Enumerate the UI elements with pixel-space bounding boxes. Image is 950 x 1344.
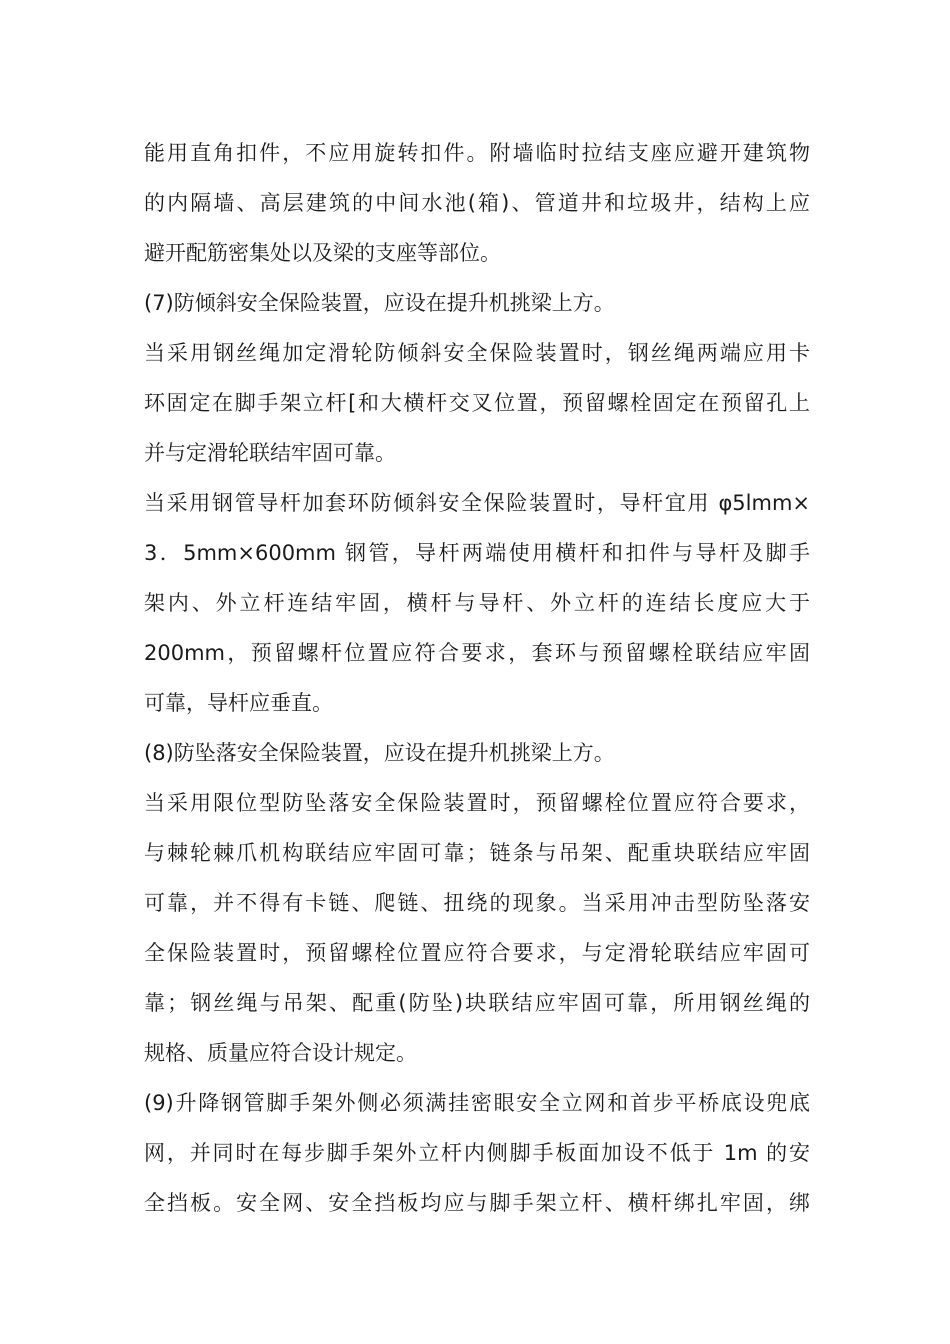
text-line: 避开配筋密集处以及梁的支座等部位。 [144,241,501,265]
text-line: 全保险装置时，预留螺栓位置应符合要求，与定滑轮联结应牢固可 [144,941,810,965]
text-line: 规格、质量应符合设计规定。 [144,1041,417,1065]
text-line: 3．5mm×600mm 钢管，导杆两端使用横杆和扣件与导杆及脚手 [144,541,810,565]
section-heading-8: (8)防坠落安全保险装置，应设在提升机挑梁上方。 [144,741,615,765]
text-line: 网，并同时在每步脚手架外立杆内侧脚手板面加设不低于 1m 的安 [144,1141,810,1165]
text-line: 当采用限位型防坠落安全保险装置时，预留螺栓位置应符合要求， [144,791,810,815]
text-line: 当采用钢丝绳加定滑轮防倾斜安全保险装置时，钢丝绳两端应用卡 [144,341,810,365]
text-line: 并与定滑轮联结牢固可靠。 [144,441,396,465]
document-body [144,128,810,1228]
text-line: 架内、外立杆连结牢固，横杆与导杆、外立杆的连结长度应大于 [144,591,810,615]
text-line: 靠；钢丝绳与吊架、配重(防坠)块联结应牢固可靠，所用钢丝绳的 [144,991,810,1015]
text-line: 全挡板。安全网、安全挡板均应与脚手架立杆、横杆绑扎牢固，绑 [144,1191,810,1215]
text-line: 环固定在脚手架立杆[和大横杆交叉位置，预留螺栓固定在预留孔上 [144,391,810,415]
text-line: 的内隔墙、高层建筑的中间水池(箱)、管道井和垃圾井，结构上应 [144,191,810,215]
section-heading-9: (9)升降钢管脚手架外侧必须满挂密眼安全立网和首步平桥底设兜底 [144,1091,810,1115]
text-line: 可靠，导杆应垂直。 [144,691,333,715]
section-heading-7: (7)防倾斜安全保险装置，应设在提升机挑梁上方。 [144,291,615,315]
text-line: 与棘轮棘爪机构联结应牢固可靠；链条与吊架、配重块联结应牢固 [144,841,810,865]
text-line: 当采用钢管导杆加套环防倾斜安全保险装置时，导杆宜用 φ5lmm× [144,491,810,515]
text-line: 能用直角扣件，不应用旋转扣件。附墙临时拉结支座应避开建筑物 [144,141,810,165]
text-line: 可靠，并不得有卡链、爬链、扭绕的现象。当采用冲击型防坠落安 [144,891,810,915]
text-line: 200mm，预留螺杆位置应符合要求，套环与预留螺栓联结应牢固 [144,641,810,665]
